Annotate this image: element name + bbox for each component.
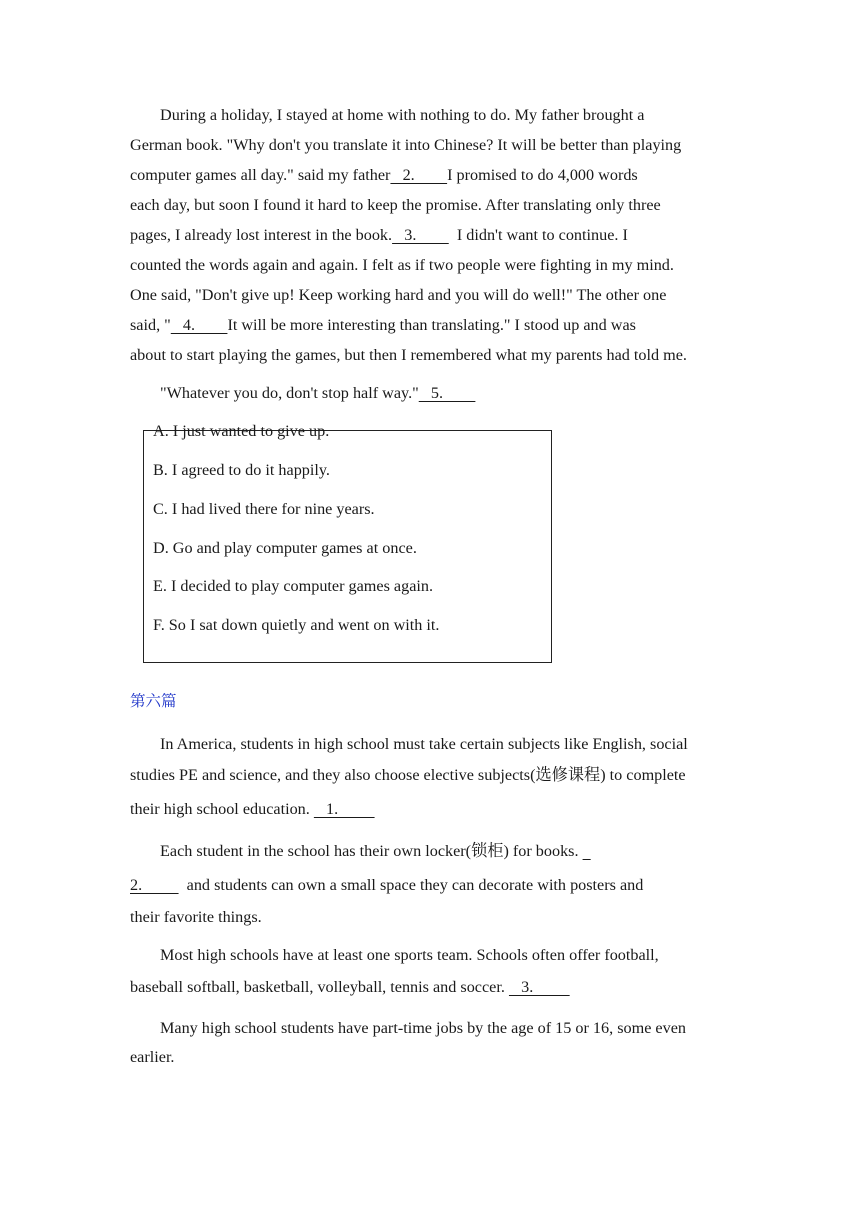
option-f: F. So I sat down quietly and went on with it. — [153, 616, 440, 634]
passage5-line — [130, 165, 638, 185]
passage5-line: about to start playing the games, but then I remembered what my parents had told me. — [130, 346, 687, 364]
passage6-line: earlier. — [130, 1048, 175, 1066]
passage5-line: each day, but soon I found it hard to keep the promise. After translating only three — [130, 196, 661, 214]
passage6-line: their favorite things. — [130, 908, 262, 926]
passage6-line: Most high schools have at least one sports team. Schools often offer football, — [160, 946, 659, 964]
text-run: their high school education. — [130, 800, 314, 818]
passage6-line: studies PE and science, and they also choose elective subjects(选修课程) to complete — [130, 766, 686, 784]
answer-blank-5: 5. — [418, 384, 476, 402]
passage6-line: Many high school students have part-time jobs by the age of 15 or 16, some even — [160, 1019, 686, 1037]
text-run: baseball softball, basketball, volleyball, tennis and soccer. — [130, 978, 509, 996]
passage6-line — [130, 799, 375, 819]
text-run: It will be more interesting than translating." I stood up and was — [227, 316, 636, 334]
option-a: A. I just wanted to give up. — [153, 422, 330, 440]
text-run: "Whatever you do, don't stop half way." — [160, 384, 419, 402]
option-c: C. I had lived there for nine years. — [153, 500, 375, 518]
answer-blank-3: 3. — [508, 978, 570, 996]
text-run: I didn't want to continue. I — [448, 226, 628, 244]
text-run: said, " — [130, 316, 171, 334]
passage6-line — [130, 875, 643, 895]
option-b: B. I agreed to do it happily. — [153, 461, 330, 479]
option-e: E. I decided to play computer games again. — [153, 577, 434, 595]
answer-blank-4: 4. — [170, 316, 228, 334]
answer-blank-2-start — [583, 842, 591, 860]
passage5-line: German book. "Why don't you translate it into Chinese? It will be better than playing — [130, 136, 682, 154]
text-run: pages, I already lost interest in the book. — [130, 226, 393, 244]
option-d: D. Go and play computer games at once. — [153, 539, 417, 557]
passage5-line — [130, 315, 636, 335]
passage5-line: counted the words again and again. I felt as if two people were fighting in my mind. — [130, 256, 674, 274]
text-run: I promised to do 4,000 words — [447, 166, 638, 184]
answer-blank-2: 2. — [130, 876, 179, 894]
passage6-line: In America, students in high school must take certain subjects like English, social — [160, 735, 688, 753]
passage5-line: During a holiday, I stayed at home with nothing to do. My father brought a — [160, 106, 645, 124]
passage5-line — [130, 225, 628, 245]
answer-blank-1: 1. — [313, 800, 375, 818]
text-run: Each student in the school has their own locker(锁柜) for books. — [160, 842, 583, 860]
text-run: computer games all day." said my father — [130, 166, 391, 184]
text-run: and students can own a small space they can decorate with posters and — [178, 876, 644, 894]
answer-blank-2: 2. — [390, 166, 448, 184]
answer-blank-3: 3. — [392, 226, 449, 244]
passage5-line — [160, 383, 475, 403]
passage6-line — [130, 977, 570, 997]
passage5-line: One said, "Don't give up! Keep working hard and you will do well!" The other one — [130, 286, 667, 304]
passage6-line — [160, 841, 591, 861]
section-heading: 第六篇 — [130, 692, 177, 710]
